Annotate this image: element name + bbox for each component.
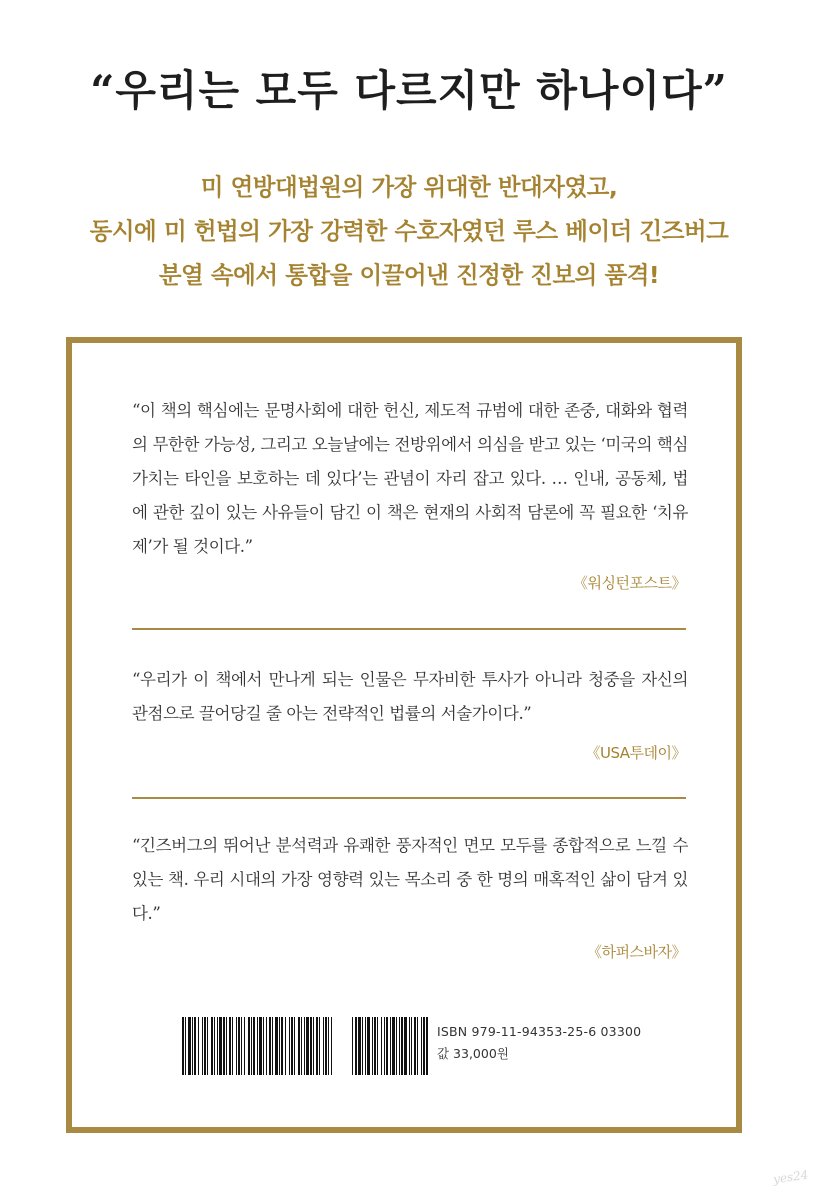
headline: “우리는 모두 다르지만 하나이다” [90, 66, 728, 115]
tagline-line-1: 미 연방대법원의 가장 위대한 반대자였고, [200, 173, 618, 201]
review-source-1: 《워싱턴포스트》 [573, 574, 686, 592]
isbn-text: ISBN 979-11-94353-25-6 03300 [437, 1024, 642, 1039]
tagline-line-2: 동시에 미 헌법의 가장 강력한 수호자였던 루스 베이더 긴즈버그 [89, 217, 729, 245]
divider [132, 628, 686, 630]
divider [132, 797, 686, 799]
review-quote-3: “긴즈버그의 뛰어난 분석력과 유쾌한 풍자적인 면모 모두를 종합적으로 느낄 수 있는 책. 우리 시대의 가장 영향력 있는 목소리 중 한 명의 매혹적인 삶이 담겨 있다.” [132, 836, 688, 923]
tagline-line-3: 분열 속에서 통합을 이끌어낸 진정한 진보의 품격! [158, 261, 660, 289]
review-source-2: 《USA투데이》 [585, 744, 686, 762]
review-quote-1: “이 책의 핵심에는 문명사회에 대한 헌신, 제도적 규범에 대한 존중, 대화와 협력의 무한한 가능성, 그리고 오늘날에는 전방위에서 의심을 받고 있는 ‘미국의 핵심 가치는 타인을 보호하는 데 있다’는 관념이 자리 잡고 있다. … 인내, 공동체, 법에 관한 깊이 있는 사유들이 담긴 이 책은 현재의 사회적 담론에 꼭 필요한 ‘치유제’가 될 것이다.” [132, 401, 688, 556]
review-source-3: 《하퍼스바자》 [587, 943, 686, 961]
barcode [182, 1017, 430, 1075]
watermark-logo: yes24 [772, 1167, 810, 1187]
barcode-image [182, 1017, 430, 1075]
review-quote-2: “우리가 이 책에서 만나게 되는 인물은 무자비한 투사가 아니라 청중을 자신의 관점으로 끌어당길 줄 아는 전략적인 법률의 서술가이다.” [132, 670, 688, 723]
price-text: 값 33,000원 [437, 1046, 509, 1061]
